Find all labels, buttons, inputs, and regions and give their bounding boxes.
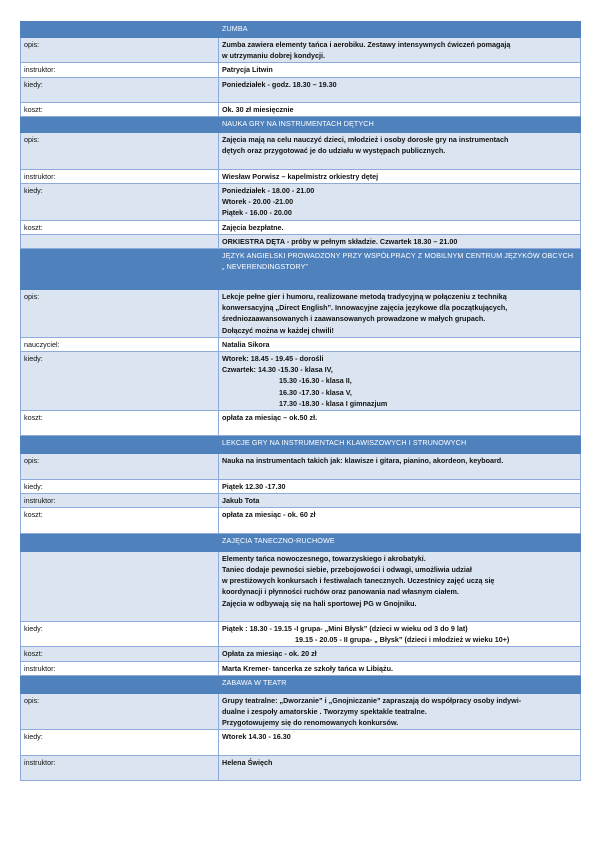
- field-label: instruktor:: [21, 169, 219, 183]
- field-row: [21, 494, 581, 508]
- field-row: [21, 551, 581, 621]
- field-value-line: Piątek - 16.00 - 20.00: [222, 208, 292, 218]
- field-value-line: Poniedziałek - godz. 18.30 – 19.30: [222, 79, 337, 89]
- field-value: [219, 234, 581, 248]
- field-row: [21, 352, 581, 411]
- field-label: opis:: [21, 693, 219, 730]
- activities-sheet: [20, 21, 581, 781]
- field-row: [21, 133, 581, 170]
- field-value-line: Piątek : 18.30 - 19.15 -I grupa- „Mini Błysk” (dzieci w wieku od 3 do 9 lat): [222, 623, 468, 633]
- field-value-line: Poniedziałek - 18.00 - 21.00: [222, 186, 315, 196]
- field-row: [21, 290, 581, 338]
- field-row: [21, 647, 581, 661]
- field-value: [219, 220, 581, 234]
- field-value: [219, 647, 581, 661]
- field-row: [21, 621, 581, 646]
- field-value-line: [222, 609, 577, 620]
- field-value-line: Jakub Tota: [222, 496, 260, 506]
- field-label: koszt:: [21, 411, 219, 436]
- field-value-line: Wtorek 14.30 - 16.30: [222, 732, 291, 742]
- field-value-line: Helena Święch: [222, 757, 273, 767]
- field-value: [219, 184, 581, 221]
- field-value-line: Opłata za miesiąc - ok. 20 zł: [222, 649, 317, 659]
- field-value: [219, 169, 581, 183]
- field-value-line: Dołączyć można w każdej chwili!: [222, 325, 334, 335]
- section-header-spacer: [21, 117, 219, 133]
- field-value: [219, 508, 581, 533]
- field-row: [21, 103, 581, 117]
- field-value-line: Marta Kremer- tancerka ze szkoły tańca w Libiążu.: [222, 663, 393, 673]
- section-header-row: [21, 22, 581, 38]
- field-label: opis:: [21, 290, 219, 338]
- field-label: [21, 551, 219, 621]
- field-value-line: dętych oraz przygotować je do udziału w występach publicznych.: [222, 146, 446, 156]
- section-title: ZABAWA W TEATR: [219, 675, 581, 693]
- field-value: [219, 454, 581, 479]
- section-title: LEKCJE GRY NA INSTRUMENTACH KLAWISZOWYCH I STRUNOWYCH: [219, 436, 581, 454]
- field-label: instruktor:: [21, 661, 219, 675]
- section-header-row: [21, 436, 581, 454]
- field-value-line: [222, 467, 577, 478]
- field-label: kiedy:: [21, 352, 219, 411]
- field-value-line: [222, 90, 577, 101]
- field-label: kiedy:: [21, 621, 219, 646]
- field-value-line: Elementy tańca nowoczesnego, towarzyskiego i akrobatyki.: [222, 553, 426, 563]
- field-value-line: [222, 768, 577, 779]
- field-value-line: Przygotowujemy się do renomowanych konkursów.: [222, 718, 399, 728]
- section-header-row: [21, 117, 581, 133]
- field-value-line: Grupy teatralne: „Dworzanie” i „Gnojniczanie” zapraszają do współpracy osoby indywi-: [222, 695, 522, 705]
- field-value: [219, 494, 581, 508]
- field-row: [21, 234, 581, 248]
- field-value-line: Zajęcia bezpłatne.: [222, 222, 284, 232]
- section-title: ZUMBA: [219, 22, 581, 38]
- field-value-line: konwersacyjną „Direct English”. Innowacyjne zajęcia językowe dla początkujących,: [222, 303, 508, 313]
- section-header-row: [21, 249, 581, 290]
- field-value: [219, 352, 581, 411]
- field-row: [21, 755, 581, 780]
- field-label: opis:: [21, 454, 219, 479]
- field-value: [219, 290, 581, 338]
- field-value: [219, 621, 581, 646]
- field-value: [219, 661, 581, 675]
- field-label: kiedy:: [21, 184, 219, 221]
- field-value-line: Taniec dodaje pewności siebie, przebojowości i odwagi, umożliwia udział: [222, 564, 472, 574]
- field-label: koszt:: [21, 103, 219, 117]
- field-label: instruktor:: [21, 494, 219, 508]
- field-value: [219, 755, 581, 780]
- field-value-line: [222, 521, 577, 532]
- field-value-line: Czwartek: 14.30 -15.30 - klasa IV,: [222, 365, 333, 375]
- field-row: [21, 411, 581, 436]
- field-value-line: Wtorek: 18.45 - 19.45 - dorośli: [222, 354, 324, 364]
- field-label: opis:: [21, 133, 219, 170]
- field-value-line: Ok. 30 zł miesięcznie: [222, 105, 294, 115]
- field-value-line: średniozaawansowanych i zaawansowanych prowadzone w małych grupach.: [222, 314, 486, 324]
- field-value: [219, 77, 581, 102]
- field-value-line: Natalia Sikora: [222, 339, 270, 349]
- section-header-spacer: [21, 533, 219, 551]
- field-value-line: [222, 157, 577, 168]
- section-header-spacer: [21, 249, 219, 290]
- field-row: [21, 508, 581, 533]
- field-label: opis:: [21, 38, 219, 63]
- field-value: [219, 133, 581, 170]
- section-header-spacer: [21, 675, 219, 693]
- field-value-line: [222, 423, 577, 434]
- field-value: [219, 38, 581, 63]
- field-label: koszt:: [21, 220, 219, 234]
- field-value-line: 17.30 -18.30 - klasa I gimnazjum: [279, 398, 388, 408]
- field-value-line: Patrycja Litwin: [222, 65, 273, 75]
- field-value: [219, 103, 581, 117]
- field-value: [219, 693, 581, 730]
- activities-table: [20, 21, 581, 781]
- field-row: [21, 479, 581, 493]
- field-value: [219, 411, 581, 436]
- field-value-line: opłata za miesiąc - ok. 60 zł: [222, 510, 316, 520]
- field-value-line: 16.30 -17.30 - klasa V,: [279, 387, 352, 397]
- section-title: NAUKA GRY NA INSTRUMENTACH DĘTYCH: [219, 117, 581, 133]
- field-value-line: ORKIESTRA DĘTA - próby w pełnym składzie. Czwartek 18.30 – 21.00: [222, 236, 458, 246]
- field-value-line: w utrzymaniu dobrej kondycji.: [222, 51, 326, 61]
- field-value: [219, 337, 581, 351]
- field-label: kiedy:: [21, 479, 219, 493]
- field-row: [21, 220, 581, 234]
- section-title: JĘZYK ANGIELSKI PROWADZONY PRZY WSPÓŁPRACY Z MOBILNYM CENTRUM JĘZYKÓW OBCYCH „ NEVERENDINGSTORY”: [219, 249, 581, 290]
- field-value-line: Piątek 12.30 -17.30: [222, 481, 286, 491]
- field-value-line: koordynacji i płynności ruchów oraz panowania nad własnym ciałem.: [222, 587, 459, 597]
- field-value-line: opłata za miesiąc – ok.50 zł.: [222, 413, 318, 423]
- field-value: [219, 730, 581, 755]
- field-row: [21, 454, 581, 479]
- field-value: [219, 551, 581, 621]
- field-value-line: 19.15 - 20.05 - II grupa- „ Błysk” (dzieci i młodzież w wieku 10+): [295, 635, 510, 645]
- field-label: instruktor:: [21, 63, 219, 77]
- field-value-line: w prestiżowych konkursach i festiwalach tanecznych. Uczestnicy zajęć uczą się: [222, 576, 495, 586]
- section-header-row: [21, 675, 581, 693]
- field-label: [21, 234, 219, 248]
- section-header-row: [21, 533, 581, 551]
- field-value: [219, 479, 581, 493]
- field-row: [21, 169, 581, 183]
- field-label: instruktor:: [21, 755, 219, 780]
- field-row: [21, 730, 581, 755]
- field-value-line: Zajęcia mają na celu nauczyć dzieci, młodzież i osoby dorosłe gry na instrumentach: [222, 135, 509, 145]
- field-row: [21, 337, 581, 351]
- field-value-line: 15.30 -16.30 - klasa II,: [279, 376, 352, 386]
- field-row: [21, 184, 581, 221]
- field-row: [21, 63, 581, 77]
- section-header-spacer: [21, 22, 219, 38]
- field-value: [219, 63, 581, 77]
- field-value-line: Wiesław Porwisz – kapelmistrz orkiestry dętej: [222, 171, 379, 181]
- field-row: [21, 38, 581, 63]
- field-value-line: Nauka na instrumentach takich jak: klawisze i gitara, pianino, akordeon, keyboard.: [222, 456, 504, 466]
- field-row: [21, 693, 581, 730]
- field-label: kiedy:: [21, 730, 219, 755]
- field-row: [21, 661, 581, 675]
- field-label: nauczyciel:: [21, 337, 219, 351]
- field-value-line: Zumba zawiera elementy tańca i aerobiku. Zestawy intensywnych ćwiczeń pomagają: [222, 40, 511, 49]
- field-value-line: Zajęcia w odbywają się na hali sportowej PG w Gnojniku.: [222, 598, 417, 608]
- field-label: kiedy:: [21, 77, 219, 102]
- section-header-spacer: [21, 436, 219, 454]
- field-value-line: Wtorek - 20.00 -21.00: [222, 197, 294, 207]
- field-value-line: [222, 743, 577, 754]
- field-label: koszt:: [21, 508, 219, 533]
- field-label: koszt:: [21, 647, 219, 661]
- field-value-line: Lekcje pełne gier i humoru, realizowane metodą tradycyjną w połączeniu z techniką: [222, 292, 507, 302]
- section-title: ZAJĘCIA TANECZNO-RUCHOWE: [219, 533, 581, 551]
- field-value-line: dualne i zespoły amatorskie . Tworzymy spektakle teatralne.: [222, 706, 427, 716]
- field-row: [21, 77, 581, 102]
